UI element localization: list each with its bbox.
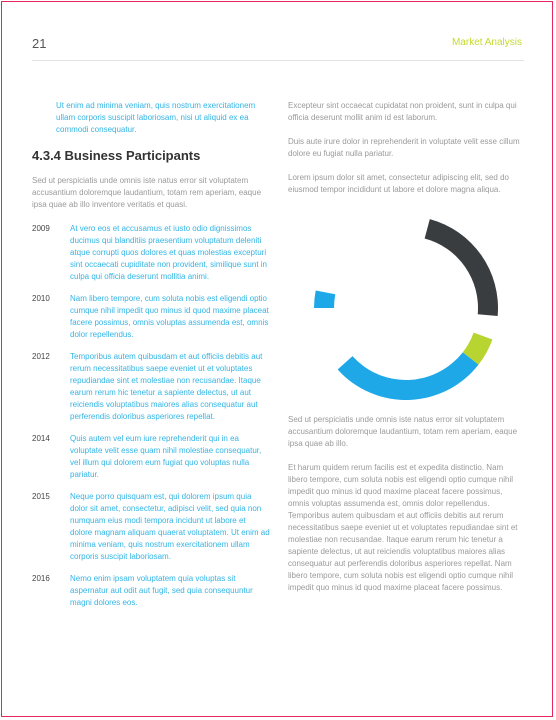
timeline-row <box>32 351 270 423</box>
timeline-year: 2010 <box>32 294 50 303</box>
left-column <box>32 100 270 619</box>
donut-segment <box>425 219 498 316</box>
timeline-text: Neque porro quisquam est, qui dolorem ipsum quia dolor sit amet, consectetur, adipisci velit, sed quia non numquam eius modi tempora incidunt ut labore et dolore magnam aliquam quaerat voluptatem. Ut enim ad minima veniam, quis nostrum exercitationem ullam corporis suscipit laboriosam. <box>70 492 270 561</box>
right-column <box>288 100 522 208</box>
timeline-year: 2014 <box>32 434 50 443</box>
page-number: 21 <box>32 36 47 51</box>
running-title: Market Analysis <box>451 37 522 48</box>
timeline-row <box>32 223 270 283</box>
right-paragraph-1: Excepteur sint occaecat cupidatat non proident, sunt in culpa qui officia deserunt mollit anim id est laborum. <box>288 101 517 122</box>
timeline-year: 2016 <box>32 574 50 583</box>
chart-caption: Sed ut perspiciatis unde omnis iste natus error sit voluptatem accusantium doloremque laudantium, totam rem aperiam, eaque ipsa quae ab illo. <box>288 415 518 448</box>
header-rule <box>32 60 524 61</box>
timeline-text: Quis autem vel eum iure reprehenderit qui in ea voluptate velit esse quam nihil molestiae consequatur, vel illum qui dolorem eum fugiat quo voluptas nulla pariatur. <box>70 434 262 479</box>
timeline-year: 2009 <box>32 224 50 233</box>
right-paragraph-2: Duis aute irure dolor in reprehenderit in voluptate velit esse cillum dolore eu fugiat nulla pariatur. <box>288 137 520 158</box>
section-heading: 4.3.4 Business Participants <box>32 148 201 163</box>
timeline-row <box>32 573 270 609</box>
timeline-row <box>32 433 270 481</box>
donut-svg <box>288 206 522 406</box>
timeline-row <box>32 293 270 341</box>
donut-chart <box>288 206 522 406</box>
timeline-text: Temporibus autem quibusdam et aut officiis debitis aut rerum necessitatibus saepe eveniet ut et voluptates repudiandae sint et molestiae non recusandae. Itaque earum rerum hic tenetur a sapiente delectus, ut aut reiciendis voluptatibus maiores alias consequatur aut perferendis doloribus asperiores repellat. <box>70 352 263 421</box>
intro-note: Ut enim ad minima veniam, quis nostrum exercitationem ullam corporis suscipit laboriosam, nisi ut aliquid ex ea commodi consequatur. <box>56 101 256 134</box>
timeline-text: Nam libero tempore, cum soluta nobis est eligendi optio cumque nihil impedit quo minus id quod maxime placeat facere possimus, omnis voluptas assumenda est, omnis dolor repellendus. <box>70 294 269 339</box>
section-intro: Sed ut perspiciatis unde omnis iste natus error sit voluptatem accusantium doloremque laudantium, totam rem aperiam, eaque ipsa quae ab illo inventore veritatis et quasi. <box>32 176 262 209</box>
right-column-lower <box>288 414 522 606</box>
timeline-text: Nemo enim ipsam voluptatem quia voluptas sit aspernatur aut odit aut fugit, sed quia consequuntur magni dolores eos. <box>70 574 253 607</box>
timeline-year: 2012 <box>32 352 50 361</box>
timeline <box>32 223 270 609</box>
right-paragraph-3: Lorem ipsum dolor sit amet, consectetur adipiscing elit, sed do eiusmod tempor incididunt ut labore et dolore magna aliqua. <box>288 173 509 194</box>
timeline-row <box>32 491 270 563</box>
timeline-year: 2015 <box>32 492 50 501</box>
donut-segment <box>338 352 479 400</box>
right-body-text: Et harum quidem rerum facilis est et expedita distinctio. Nam libero tempore, cum soluta nobis est eligendi optio cumque nihil impedit quo minus id quod maxime placeat facere possimus, omnis voluptas assumenda est, omnis dolor repellendus. Temporibus autem quibusdam et aut officiis debitis aut rerum necessitatibus saepe eveniet ut et voluptates repudiandae sint et molestiae non recusandae. Itaque earum rerum hic tenetur a sapiente delectus, ut aut reiciendis voluptatibus maiores alias consequatur aut perferendis doloribus asperiores repellat. Nam libero tempore, cum soluta nobis est eligendi optio cumque nihil impedit quo minus id quod maxime placeat facere possimus. <box>288 463 518 592</box>
timeline-text: At vero eos et accusamus et iusto odio dignissimos ducimus qui blanditiis praesentium voluptatum deleniti atque corrupti quos dolores et quas molestias excepturi sint occaecati cupiditate non provident, similique sunt in culpa qui officia deserunt mollitia animi. <box>70 224 267 281</box>
donut-segment <box>314 290 335 308</box>
